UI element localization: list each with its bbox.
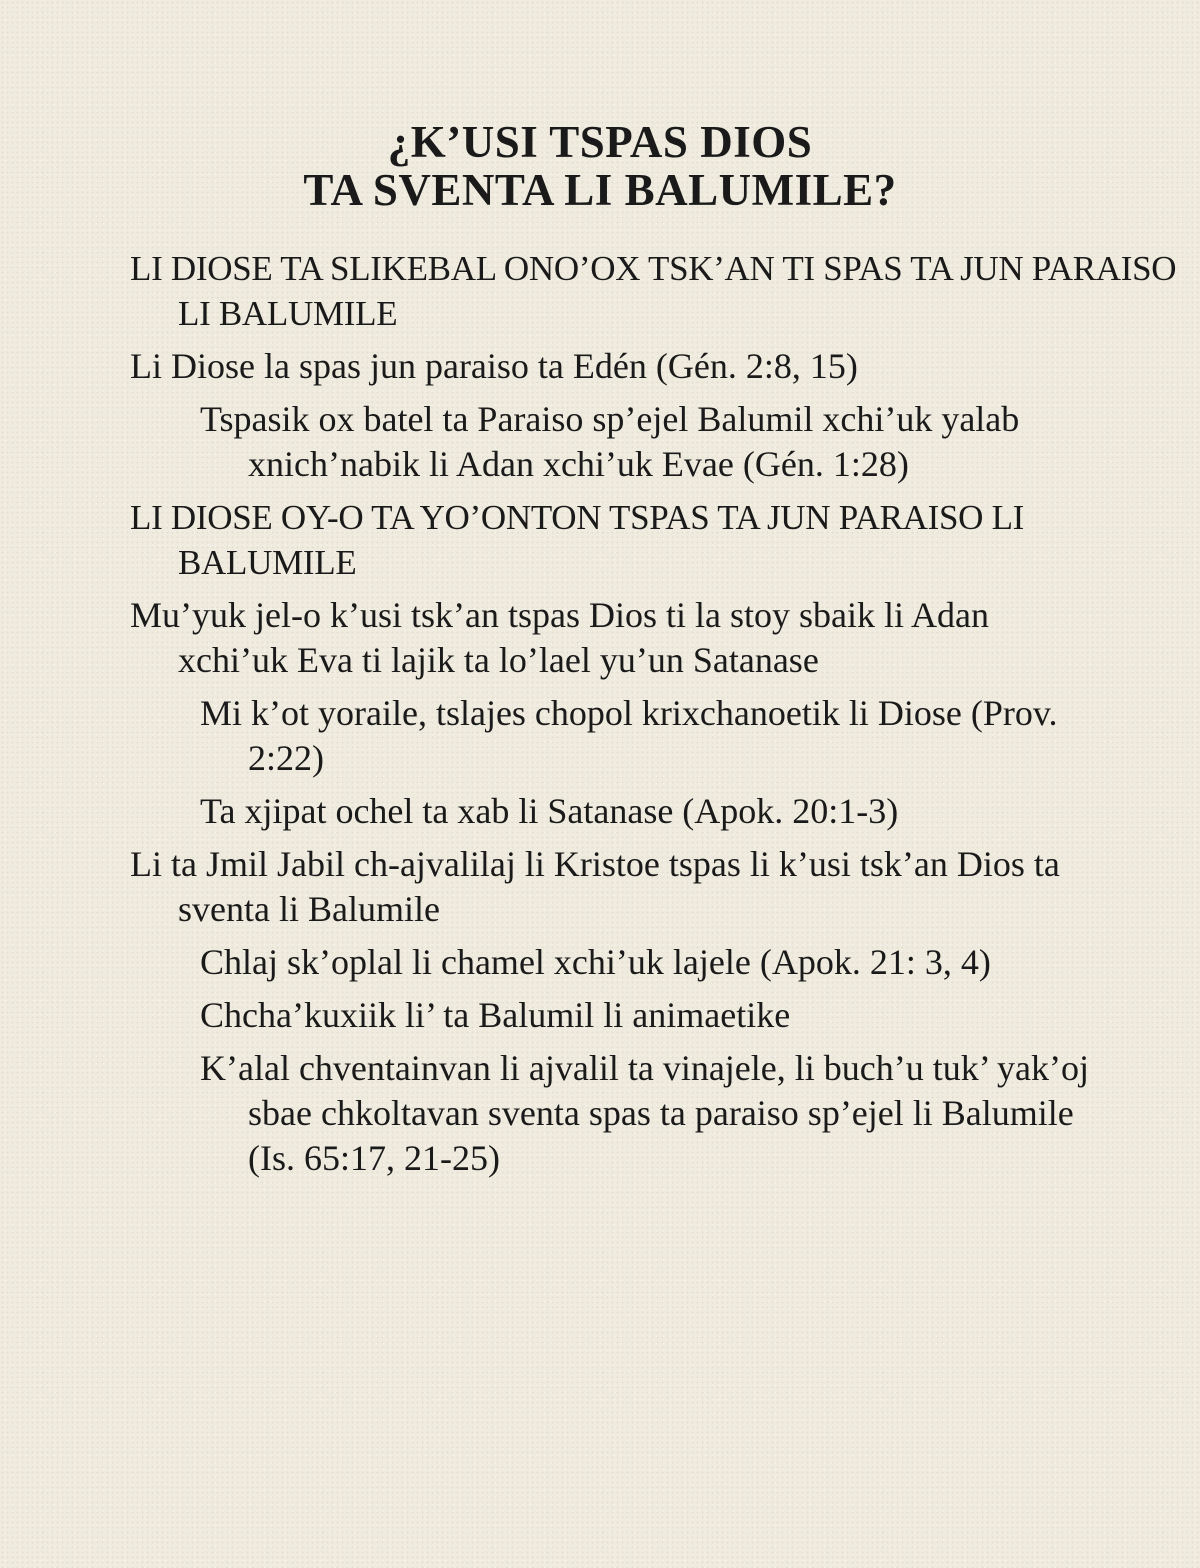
outline-heading: LI DIOSE TA SLIKEBAL ONO’OX TSK’AN TI SPAS TA JUN PARAISO LI BALUMILE xyxy=(130,249,1177,333)
outline xyxy=(0,246,1200,1189)
outline-subpoint: Ta xjipat ochel ta xab li Satanase (Apok. 20:1-3) xyxy=(200,791,899,831)
outline-subpoint: Chcha’kuxiik li’ ta Balumil li animaetike xyxy=(200,995,791,1035)
outline-point: Mu’yuk jel-o k’usi tsk’an tspas Dios ti la stoy sbaik li Adan xchi’uk Eva ti lajik ta lo’lael yu’un Satanase xyxy=(130,595,989,680)
title-line-2: TA SVENTA LI BALUMILE? xyxy=(303,165,897,215)
outline-heading: LI DIOSE OY-O TA YO’ONTON TSPAS TA JUN PARAISO LI BALUMILE xyxy=(130,498,1025,582)
outline-point: Li ta Jmil Jabil ch-ajvalilaj li Kristoe tspas li k’usi tsk’an Dios ta sventa li Balumile xyxy=(130,844,1060,929)
outline-subpoint: K’alal chventainvan li ajvalil ta vinajele, li buch’u tuk’ yak’oj sbae chkoltavan sventa spas ta paraiso sp’ejel li Balumile (Is. 65:17, 21-25) xyxy=(200,1048,1090,1178)
outline-subpoint: Tspasik ox batel ta Paraiso sp’ejel Balumil xchi’uk yalab xnich’nabik li Adan xchi’uk Evae (Gén. 1:28) xyxy=(200,399,1020,484)
outline-subpoint: Mi k’ot yoraile, tslajes chopol krixchanoetik li Diose (Prov. 2:22) xyxy=(200,693,1058,778)
page-title xyxy=(0,118,1200,214)
outline-subpoint: Chlaj sk’oplal li chamel xchi’uk lajele (Apok. 21: 3, 4) xyxy=(200,942,991,982)
outline-point: Li Diose la spas jun paraiso ta Edén (Gén. 2:8, 15) xyxy=(130,346,858,386)
title-line-1: ¿K’USI TSPAS DIOS xyxy=(387,117,813,167)
